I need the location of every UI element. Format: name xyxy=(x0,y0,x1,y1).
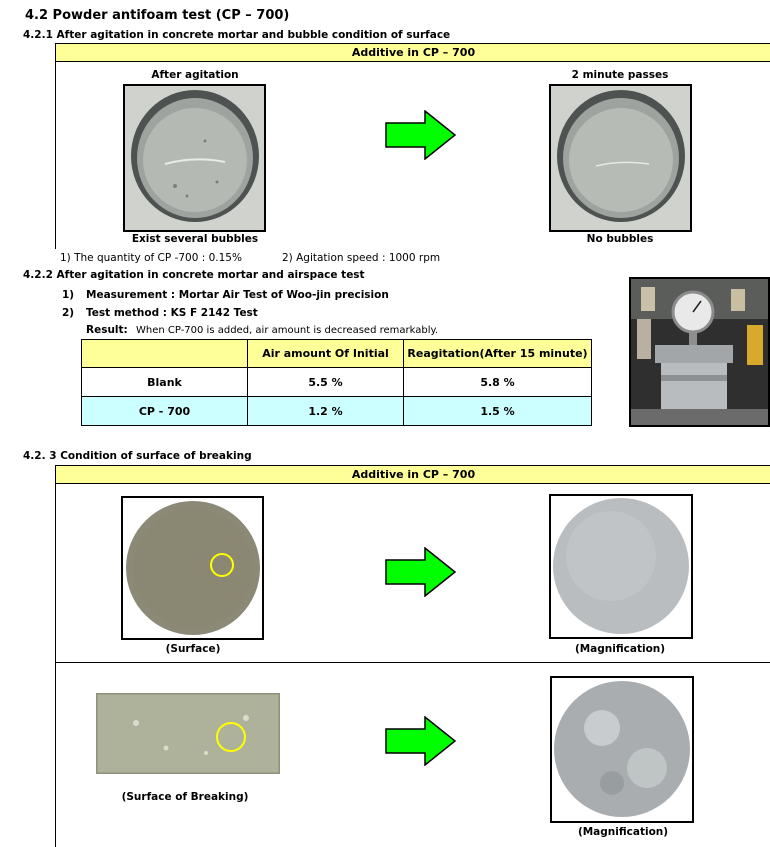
breaking-surface-photo xyxy=(96,693,280,774)
subsection-4-2-2-heading: 4.2.2 After agitation in concrete mortar and airspace test xyxy=(23,269,365,281)
table-header-row xyxy=(82,340,592,368)
result-label: Result: xyxy=(86,324,128,336)
left-bottom-caption: Exist several bubbles xyxy=(131,233,259,245)
photo-two-minutes xyxy=(549,84,692,232)
mortar-bowl-smooth-image xyxy=(551,86,690,230)
arrow-right-icon xyxy=(385,716,457,766)
subsection-4-2-1-heading: 4.2.1 After agitation in concrete mortar and bubble condition of surface xyxy=(23,29,451,41)
table-cell: 5.8 % xyxy=(404,368,592,397)
air-meter-image xyxy=(631,279,768,425)
table-row xyxy=(82,368,592,397)
table-cell: 1.5 % xyxy=(404,397,592,426)
surface-caption: (Surface) xyxy=(165,643,221,655)
item1-measurement: Measurement : Mortar Air Test of Woo-jin precision xyxy=(86,289,389,301)
table-cell: CP - 700 xyxy=(82,397,248,426)
item2-test-method: Test method : KS F 2142 Test xyxy=(86,307,258,319)
table-row xyxy=(82,397,592,426)
table-header-cell: Air amount Of Initial xyxy=(248,340,404,368)
note-quantity: 1) The quantity of CP -700 : 0.15% xyxy=(60,252,242,264)
note-agitation-speed: 2) Agitation speed : 1000 rpm xyxy=(282,252,441,264)
panel-divider xyxy=(56,662,770,663)
magnification-photo-2 xyxy=(550,676,694,823)
breaking-banner: Additive in CP – 700 xyxy=(56,466,770,484)
item2-number: 2) xyxy=(62,307,75,319)
magnification-caption-1: (Magnification) xyxy=(574,643,666,655)
table-cell: 5.5 % xyxy=(248,368,404,397)
table-header-cell: Reagitation(After 15 minute) xyxy=(404,340,592,368)
mortar-bowl-bubbles-image xyxy=(125,86,264,230)
subsection-4-2-3-heading: 4.2. 3 Condition of surface of breaking xyxy=(23,450,252,462)
agitation-banner: Additive in CP – 700 xyxy=(56,44,770,62)
left-top-caption: After agitation xyxy=(151,69,239,81)
magnification-caption-2: (Magnification) xyxy=(577,826,669,838)
arrow-right-icon xyxy=(385,547,457,597)
air-amount-table xyxy=(81,339,592,426)
arrow-right-icon xyxy=(385,110,457,160)
right-bottom-caption: No bubbles xyxy=(586,233,654,245)
photo-after-agitation xyxy=(123,84,266,232)
air-test-apparatus-photo xyxy=(629,277,770,427)
breaking-caption: (Surface of Breaking) xyxy=(121,791,249,803)
table-header-cell xyxy=(82,340,248,368)
magnified-surface-image xyxy=(551,496,691,637)
section-title: 4.2 Powder antifoam test (CP – 700) xyxy=(25,8,290,23)
surface-photo xyxy=(121,496,264,640)
breaking-surface-image xyxy=(96,693,280,774)
item1-number: 1) xyxy=(62,289,75,301)
right-top-caption: 2 minute passes xyxy=(571,69,669,81)
magnification-photo-1 xyxy=(549,494,693,639)
result-text: When CP-700 is added, air amount is decreased remarkably. xyxy=(136,325,439,336)
table-cell: 1.2 % xyxy=(248,397,404,426)
table-cell: Blank xyxy=(82,368,248,397)
magnified-breaking-image xyxy=(552,678,692,821)
surface-image xyxy=(123,498,262,638)
